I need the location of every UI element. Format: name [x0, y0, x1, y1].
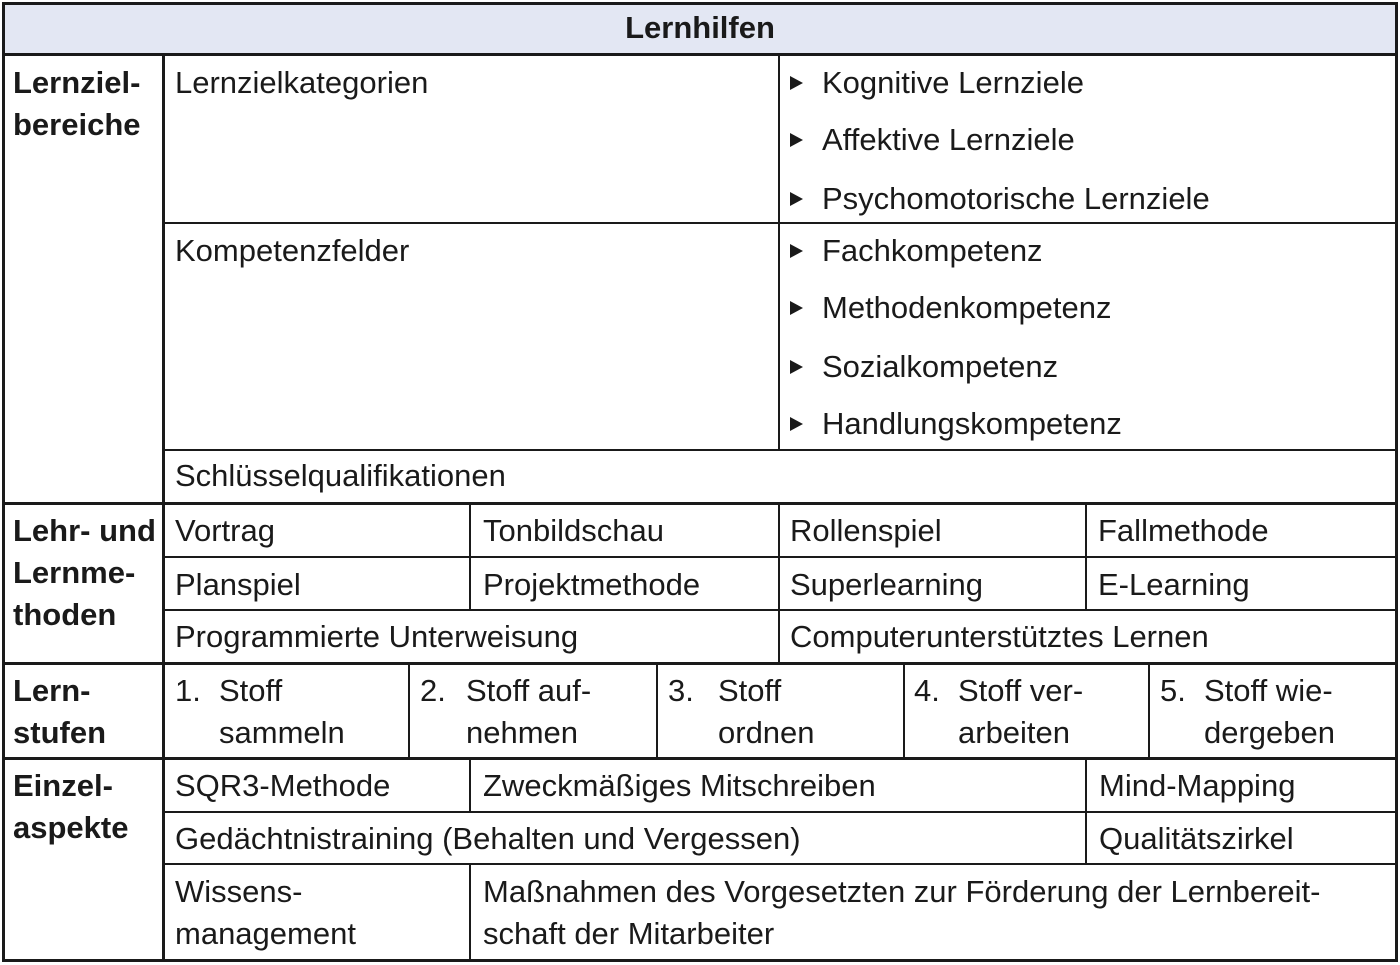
bullet-arrow-icon [790, 360, 803, 374]
stufe-text: ordnen [718, 715, 815, 750]
kategorie-item: Affektive Lernziele [822, 122, 1075, 157]
bullet-arrow-icon [790, 133, 803, 147]
divider-methoden-row2 [163, 609, 1397, 611]
kategorie-item: Kognitive Lernziele [822, 65, 1084, 100]
divider-stufe-3 [656, 662, 658, 759]
einzel-cell: management [175, 916, 356, 951]
section-label-lernstufen-1: Lern- [13, 673, 91, 708]
einzel-cell: Mind-Mapping [1099, 768, 1296, 803]
bullet-arrow-icon [790, 301, 803, 315]
bullet-arrow-icon [790, 192, 803, 206]
divider-methoden-col3 [778, 502, 780, 664]
stufe-number: 3. [668, 673, 694, 708]
divider-einzel-row1 [163, 811, 1397, 813]
methode-cell: Vortrag [175, 513, 275, 548]
einzel-cell: Wissens- [175, 874, 303, 909]
divider-section-lernstufen [3, 662, 1397, 665]
stufe-text: Stoff ver- [958, 673, 1084, 708]
border-top [3, 2, 1397, 5]
divider-methoden-col2 [469, 502, 471, 609]
einzel-cell: Gedächtnistraining (Behalten und Vergessen) [175, 821, 801, 856]
stufe-text: Stoff [718, 673, 782, 708]
border-left [2, 2, 5, 962]
bullet-arrow-icon [790, 417, 803, 431]
divider-kategorien [163, 222, 1397, 224]
divider-label-column [162, 53, 165, 962]
einzel-cell: Zweckmäßiges Mitschreiben [483, 768, 876, 803]
methode-cell: Projektmethode [483, 567, 701, 602]
methode-cell: Programmierte Unterweisung [175, 619, 579, 654]
divider-stufe-4 [903, 662, 905, 759]
divider-lernziel-center [778, 53, 780, 451]
stufe-text: nehmen [466, 715, 579, 750]
methode-cell: Computerunterstütztes Lernen [790, 619, 1209, 654]
divider-stufe-5 [1148, 662, 1150, 759]
stufe-number: 4. [914, 673, 940, 708]
stufe-number: 1. [175, 673, 201, 708]
bullet-arrow-icon [790, 76, 803, 90]
divider-stufe-2 [408, 662, 410, 759]
section-label-lernziel-1: Lernziel- [13, 65, 141, 100]
lernzielkategorien-label: Lernzielkategorien [175, 65, 429, 100]
methode-cell: Planspiel [175, 567, 301, 602]
divider-section-einzel [3, 757, 1397, 760]
section-label-methoden-2: Lernme- [13, 555, 136, 590]
divider-header [3, 53, 1397, 56]
divider-methoden-row1 [163, 556, 1397, 558]
kompetenzfelder-label: Kompetenzfelder [175, 233, 410, 268]
section-label-einzel-2: aspekte [13, 810, 129, 845]
einzel-cell: SQR3-Methode [175, 768, 391, 803]
divider-section-methoden [3, 502, 1397, 505]
methode-cell: Rollenspiel [790, 513, 942, 548]
section-label-einzel-1: Einzel- [13, 768, 113, 803]
methode-cell: Superlearning [790, 567, 984, 602]
table-title: Lernhilfen [625, 10, 775, 45]
schluesselqualifikationen-label: Schlüsselqualifikationen [175, 458, 506, 493]
methode-cell: Fallmethode [1098, 513, 1269, 548]
divider-einzel-col2 [469, 757, 471, 813]
divider-einzel-col3 [1085, 757, 1087, 865]
border-right [1395, 2, 1398, 962]
stufe-text: Stoff [219, 673, 283, 708]
divider-einzel-row3-col2 [469, 863, 471, 961]
section-label-lernstufen-2: stufen [13, 715, 106, 750]
kompetenz-item: Methodenkompetenz [822, 290, 1112, 325]
divider-kompetenz [163, 449, 1397, 451]
einzel-cell: schaft der Mitarbeiter [483, 916, 775, 951]
kompetenz-item: Handlungskompetenz [822, 406, 1122, 441]
kategorie-item: Psychomotorische Lernziele [822, 181, 1210, 216]
stufe-number: 5. [1160, 673, 1186, 708]
stufe-text: sammeln [219, 715, 345, 750]
kompetenz-item: Sozialkompetenz [822, 349, 1059, 384]
divider-einzel-row2 [163, 863, 1397, 865]
stufe-text: Stoff auf- [466, 673, 592, 708]
stufe-text: arbeiten [958, 715, 1071, 750]
stufe-number: 2. [420, 673, 446, 708]
divider-methoden-col4 [1085, 502, 1087, 609]
bullet-arrow-icon [790, 244, 803, 258]
section-label-methoden-1: Lehr- und [13, 513, 156, 548]
einzel-cell: Qualitätszirkel [1099, 821, 1294, 856]
stufe-text: Stoff wie- [1204, 673, 1333, 708]
methode-cell: Tonbildschau [483, 513, 664, 548]
section-label-lernziel-2: bereiche [13, 107, 141, 142]
kompetenz-item: Fachkompetenz [822, 233, 1043, 268]
section-label-methoden-3: thoden [13, 597, 117, 632]
einzel-cell: Maßnahmen des Vorgesetzten zur Förderung der Lernbereit- [483, 874, 1321, 909]
border-bottom [3, 959, 1397, 962]
methode-cell: E-Learning [1098, 567, 1250, 602]
stufe-text: dergeben [1204, 715, 1336, 750]
